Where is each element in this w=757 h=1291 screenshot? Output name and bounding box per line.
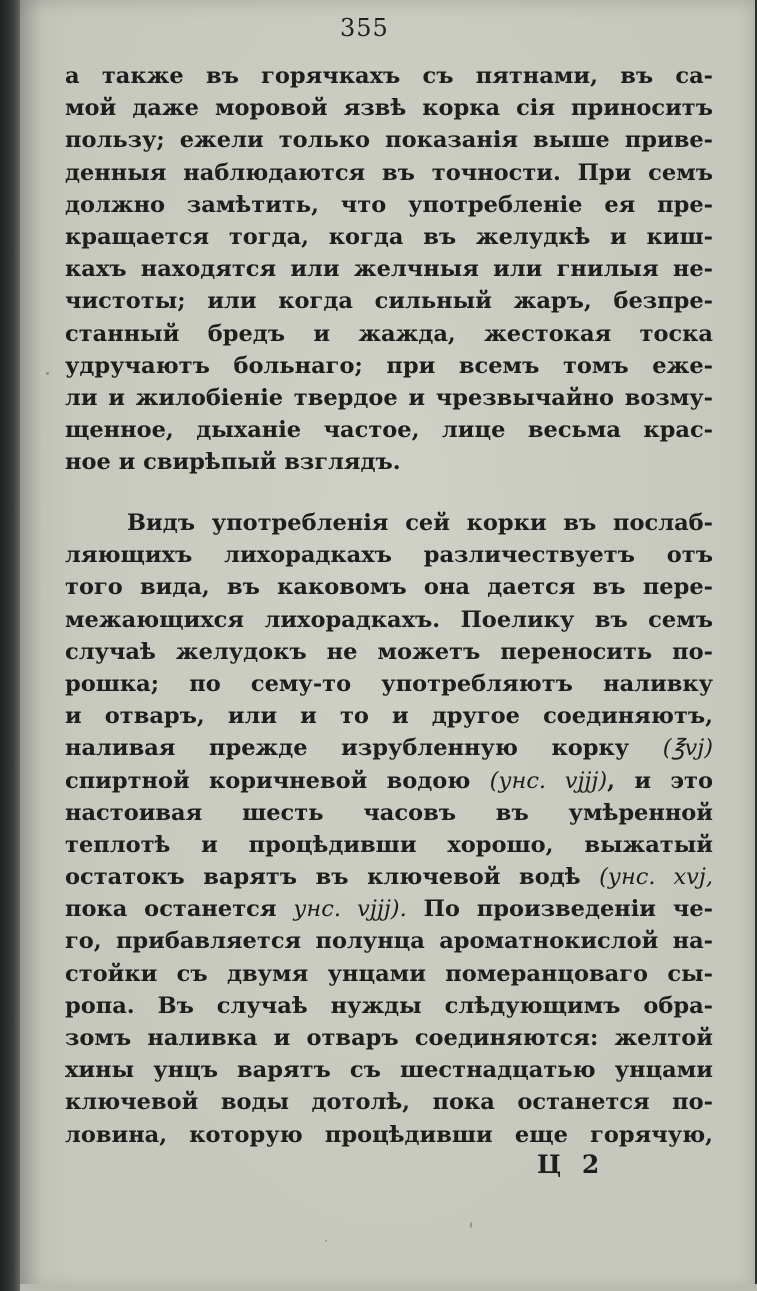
text-line: хины унцъ варятъ съ шестнадцатью унцами: [65, 1057, 713, 1084]
text-line: и отваръ, или и то и другое соединяютъ,: [65, 703, 713, 730]
text-line: настоивая шесть часовъ въ умѣренной: [65, 799, 713, 826]
text-line: го, прибавляется полунца ароматнокислой на-: [65, 928, 713, 955]
text-line: денныя наблюдаются въ точности. При семъ: [65, 159, 713, 186]
text-line: случаѣ желудокъ не можетъ переносить по-: [65, 638, 713, 665]
text-line: ключевой воды дотолѣ, пока останется по-: [65, 1089, 713, 1116]
text-line: [65, 893, 713, 925]
text-line: межающихся лихорадкахъ. Поелику въ семъ: [65, 606, 713, 633]
text-line: удручаютъ больнаго; при всемъ томъ еже-: [65, 352, 713, 379]
text-line: кахъ находятся или желчныя или гнилыя не-: [65, 256, 713, 283]
dosage-note: (унс. vjjj): [489, 767, 608, 794]
text-line: [65, 765, 713, 797]
text-line: [65, 861, 713, 893]
dosage-note: (℥vj): [662, 735, 713, 762]
printer-signature-mark: Ц 2: [537, 1150, 606, 1179]
paper-speck: [46, 372, 49, 375]
paper-speck: [325, 1240, 327, 1242]
text-line: рошка; по сему-то употребляютъ наливку: [65, 670, 713, 697]
text-line: теплотѣ и процѣдивши хорошо, выжатый: [65, 831, 713, 858]
text-line: пользу; ежели только показанія выше приве-: [65, 127, 713, 154]
text-line: станный бредъ и жажда, жестокая тоска: [65, 320, 713, 347]
text-line: ропа. Въ случаѣ нужды слѣдующимъ обра-: [65, 992, 713, 1019]
text-line: того вида, въ каковомъ она дается въ пере-: [65, 574, 713, 601]
text-line: стойки съ двумя унцами померанцоваго сы-: [65, 960, 713, 987]
text-line: [65, 732, 713, 764]
dosage-note: унс. vjjj).: [293, 896, 407, 923]
paragraph-2: [65, 507, 713, 1151]
paragraph-1: [65, 60, 713, 478]
text-segment: остатокъ варятъ въ ключевой водѣ: [65, 864, 600, 891]
text-segment: , и это: [607, 767, 713, 794]
text-line: мой даже моровой язвѣ корка сія приноситъ: [65, 95, 713, 122]
dosage-note: (унс. xvj,: [599, 864, 713, 891]
text-line: ли и жилобіеніе твердое и чрезвычайно возму-: [65, 384, 713, 411]
text-segment: По произведеніи че-: [406, 896, 713, 923]
page-bottom-edge: [20, 1284, 757, 1291]
text-line: ное и свирѣпый взглядъ.: [65, 449, 401, 476]
text-line: должно замѣтить, что употребленіе ея пре-: [65, 191, 713, 218]
text-segment: пока останется: [65, 896, 294, 923]
text-segment: наливая прежде изрубленную корку: [65, 735, 663, 762]
text-line: Видъ употребленія сей корки въ послаб-: [127, 510, 713, 536]
text-line: ловина, которую процѣдивши еще горячую,: [65, 1121, 713, 1148]
text-line: чистоты; или когда сильный жаръ, безпре-: [65, 288, 713, 315]
text-line: зомъ наливка и отваръ соединяются: желтой: [65, 1025, 713, 1051]
text-line: щенное, дыханіе частое, лице весьма крас-: [65, 417, 713, 444]
page-number: 355: [340, 14, 389, 42]
paper-speck: [470, 1222, 472, 1228]
text-line: кращается тогда, когда въ желудкѣ и киш-: [65, 223, 713, 250]
book-gutter: [0, 0, 22, 1291]
text-line: ляющихъ лихорадкахъ различествуетъ отъ: [65, 542, 713, 569]
text-segment: спиртной коричневой водою: [65, 767, 490, 794]
text-line: а также въ горячкахъ съ пятнами, въ са-: [65, 63, 713, 89]
